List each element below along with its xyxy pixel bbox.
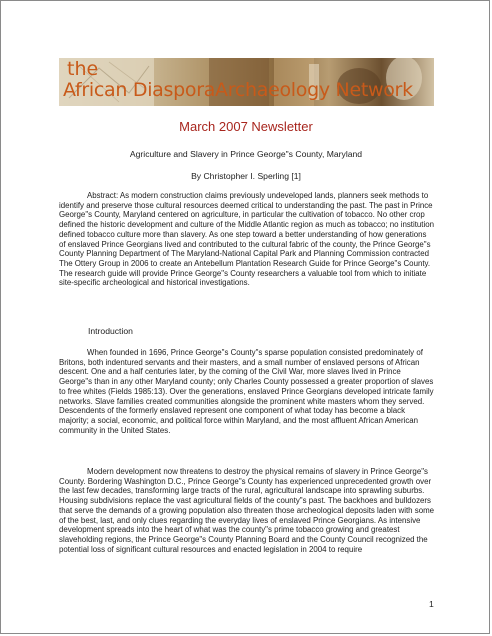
newsletter-banner bbox=[59, 58, 434, 106]
abstract-text: Abstract: As modern construction claims previously undeveloped lands, planners seek methods to identify and preserve those cultural resources deemed critical to understanding the past. The past in Prince George"s County, Maryland centered on agriculture, in particular the cultivation of tobacco. No other crop defined the historic development and culture of the Middle Atlantic region as much as tobacco; no institution defined tobacco culture more than slavery. As one step toward a better understanding of how generations of enslaved Prince Georgians lived and contributed to the cultural fabric of the county, the Prince George"s County Planning Department of The Maryland-National Capital Park and Planning Commission contracted The Ottery Group in 2006 to create an Antebellum Plantation Research Guide for Prince George"s County. The research guide will provide Prince George"s County researchers a valuable tool from which to initiate site-specific archeological and historical investigations. bbox=[59, 191, 435, 288]
page-number: 1 bbox=[429, 599, 434, 609]
body-paragraph bbox=[59, 348, 435, 435]
banner-line-network: African DiasporaArchaeology Network bbox=[63, 79, 413, 101]
article-title: Agriculture and Slavery in Prince George"s County, Maryland bbox=[129, 149, 363, 159]
paragraph-text: Modern development now threatens to destroy the physical remains of slavery in Prince George"s County. Bordering Washington D.C., Prince George"s County has experienced unprecedented growth over the last few decades, transforming large tracts of the rural, agricultural landscape into sprawling suburbs. Housing subdivisions replace the vast agricultural fields of the county"s past. The backhoes and bulldozers that serve the demands of a growing population also threaten those archeological deposits laden with some of the best, last, and only clues regarding the everyday lives of enslaved Prince Georgians. As intensive development spreads into the heart of what was the county"s prime tobacco growing and greatest slaveholding regions, the Prince George"s County Planning Board and the County Council recognized the potential loss of significant cultural resources and enacted legislation in 2004 to require bbox=[59, 467, 435, 554]
body-paragraph bbox=[59, 467, 435, 554]
article-byline: By Christopher I. Sperling [1] bbox=[191, 171, 301, 181]
paragraph-text: When founded in 1696, Prince George"s County"s sparse population consisted predominately of Britons, both indentured servants and their masters, and a small number of enslaved persons of African descent. One and a half centuries later, by the coming of the Civil War, more slaves lived in Prince George"s than in any other Maryland county; only Charles County possessed a greater proportion of slaves to free whites (Fields 1985:13). Over the generations, enslaved Prince Georgians developed intricate family networks. Slave families created communities alongside the prominent white masters whom they served. Descendents of the formerly enslaved represent one component of what today has become a black majority; a social, economic, and political force within Maryland, and the most affluent African American community in the United States. bbox=[59, 348, 434, 435]
section-heading-introduction: Introduction bbox=[88, 326, 133, 336]
abstract-paragraph bbox=[59, 191, 435, 288]
newsletter-title: March 2007 Newsletter bbox=[179, 119, 313, 134]
banner-line-the: the bbox=[67, 58, 99, 80]
